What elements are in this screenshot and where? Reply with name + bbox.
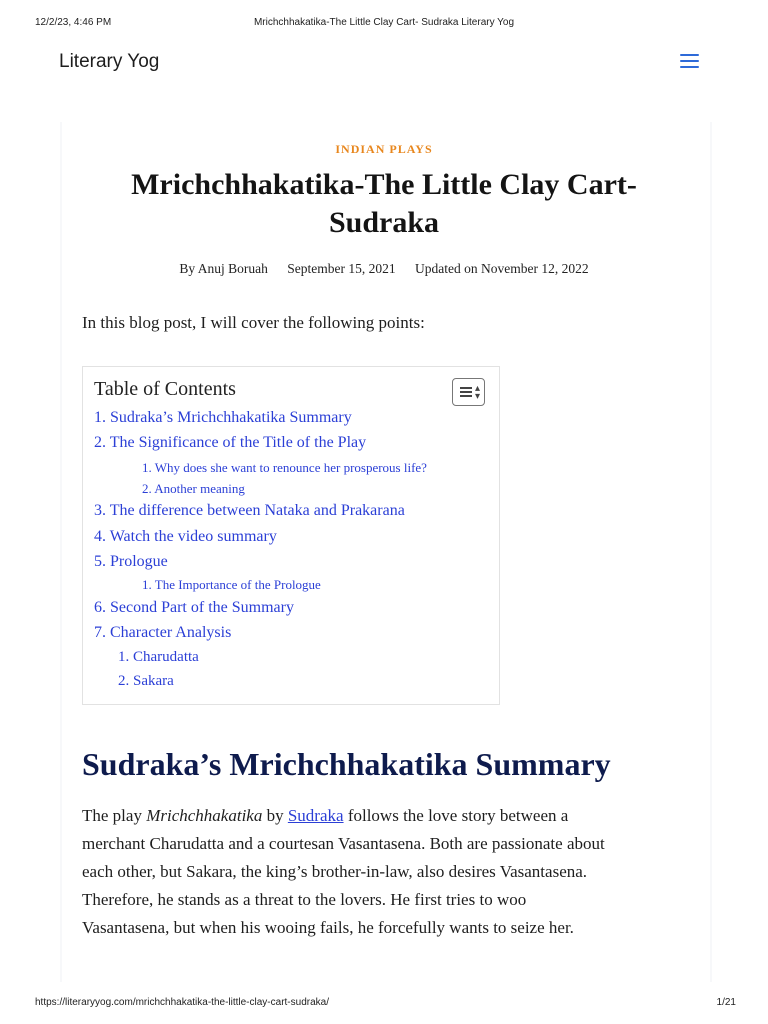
print-datetime: 12/2/23, 4:46 PM <box>35 17 112 28</box>
toc-item[interactable]: 1. Sudraka’s Mrichchhakatika Summary <box>94 409 352 426</box>
list-toggle-icon[interactable]: ▴ ▾ <box>452 378 485 406</box>
para-line: each other, but Sakara, the king’s brother-in-law, also desires Vasantasena. <box>82 862 588 881</box>
toc-subitem[interactable]: 2. Sakara <box>118 673 174 689</box>
toc-subitem[interactable]: 1. Why does she want to renounce her prosperous life? <box>142 460 427 475</box>
intro-text: In this blog post, I will cover the following points: <box>82 313 425 332</box>
para-text: by <box>262 806 288 825</box>
page-title-line-1: Mrichchhakatika-The Little Clay Cart- <box>131 168 637 201</box>
sudraka-link[interactable]: Sudraka <box>287 806 344 825</box>
table-of-contents <box>82 366 500 705</box>
toc-subitem[interactable]: 1. The Importance of the Prologue <box>142 577 321 592</box>
print-footer <box>0 994 768 1024</box>
para-play-title: Mrichchhakatika <box>146 806 263 825</box>
section-heading: Sudraka’s Mrichchhakatika Summary <box>82 746 611 782</box>
author-link[interactable]: By Anuj Boruah <box>179 261 268 276</box>
para-line: Therefore, he stands as a threat to the lovers. He first tries to woo <box>82 890 527 909</box>
para-text: The play <box>82 806 147 825</box>
toc-item[interactable]: 5. Prologue <box>94 553 168 570</box>
toc-item[interactable]: 2. The Significance of the Title of the Play <box>94 434 367 451</box>
summary-paragraph <box>82 802 697 942</box>
page-number: 1/21 <box>716 997 736 1008</box>
toc-item[interactable]: 7. Character Analysis <box>94 624 232 641</box>
page-title <box>62 166 706 242</box>
hamburger-menu-icon[interactable] <box>680 54 699 68</box>
article <box>62 122 710 982</box>
post-meta <box>62 261 706 277</box>
site-header <box>0 30 768 116</box>
para-line: merchant Charudatta and a courtesan Vasantasena. Both are passionate about <box>82 834 605 853</box>
toc-item[interactable]: 4. Watch the video summary <box>94 528 277 545</box>
updated-date: Updated on November 12, 2022 <box>415 261 589 276</box>
toc-item[interactable]: 6. Second Part of the Summary <box>94 599 294 616</box>
print-url: https://literaryyog.com/mrichchhakatika-the-little-clay-cart-sudraka/ <box>35 997 329 1008</box>
toc-subitem[interactable]: 1. Charudatta <box>118 649 199 665</box>
para-line: Vasantasena, but when his wooing fails, he forcefully wants to seize her. <box>82 918 574 937</box>
page-title-line-2: Sudraka <box>328 206 440 239</box>
toc-subitem[interactable]: 2. Another meaning <box>142 481 245 496</box>
category-link[interactable]: INDIAN PLAYS <box>335 142 433 156</box>
site-title-link[interactable]: Literary Yog <box>59 51 160 72</box>
print-document-title: Mrichchhakatika-The Little Clay Cart- Sudraka Literary Yog <box>253 17 515 28</box>
published-date: September 15, 2021 <box>287 261 396 276</box>
toc-item[interactable]: 3. The difference between Nataka and Prakarana <box>94 502 405 519</box>
toc-title: Table of Contents <box>94 378 236 400</box>
print-header <box>0 0 768 30</box>
para-text: follows the love story between a <box>343 806 569 825</box>
